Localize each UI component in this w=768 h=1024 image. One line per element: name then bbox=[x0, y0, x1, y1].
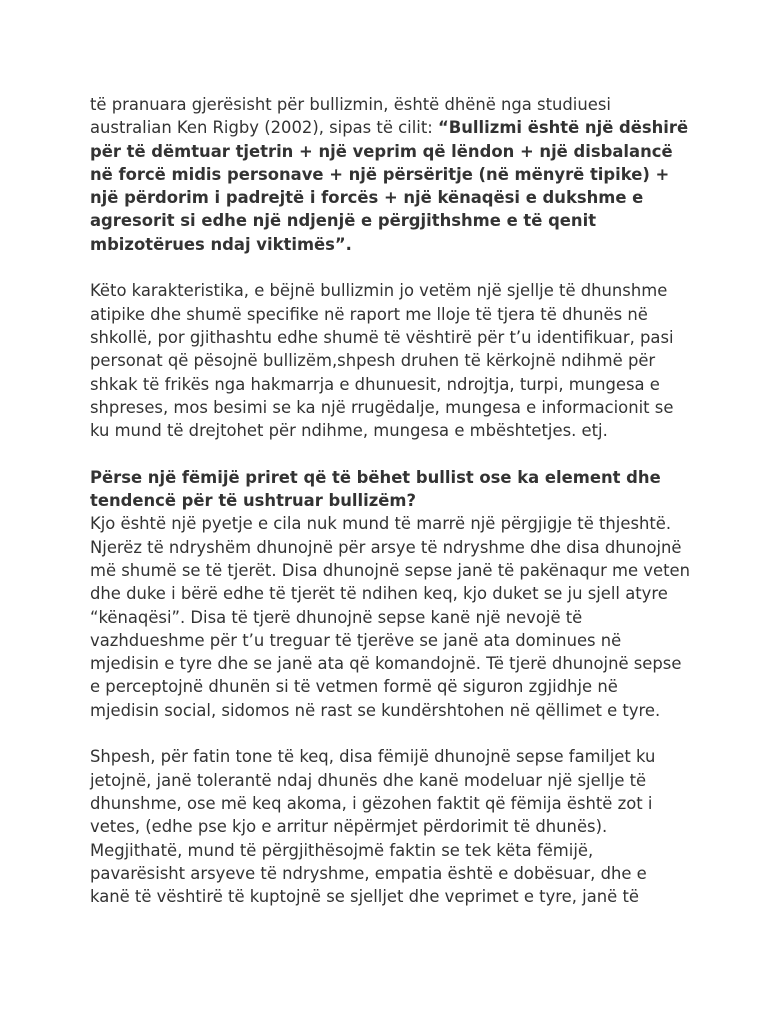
paragraph-families: Shpesh, për fatin tone të keq, disa fëmijë dhunojnë sepse familjet ku jetojnë, janë tolerantë ndaj dhunës dhe kanë modeluar një sjellje të dhunshme, ose më keq akoma, i gëzohen faktit që fëmija është zot i vetes, (edhe pse kjo e arritur nëpërmjet përdorimit të dhunës). Megjithatë, mund të përgjithësojmë faktin se tek këta fëmijë, pavarësisht arsyeve të ndryshme, empatia është e dobësuar, dhe e kanë të vështirë të kuptojnë se sjelljet dhe veprimet e tyre, janë të bbox=[90, 747, 656, 907]
paragraph-reasons: Kjo është një pyetje e cila nuk mund të marrë një përgjigje të thjeshtë. Njerëz të ndryshëm dhunojnë për arsye të ndryshme dhe disa dhunojnë më shumë se të tjerët. Disa dhunojnë sepse janë të pakënaqur me veten dhe duke i bërë edhe të tjerët të ndihen keq, kjo duket se ju sjell atyre “kënaqësi”. Disa të tjerë dhunojnë sepse kanë një nevojë të vazhdueshme për t’u treguar të tjerëve se janë ata dominues në mjedisin e tyre dhe se janë ata që komandojnë. Të tjerë dhunojnë sepse e perceptojnë dhunën si të vetmen formë që siguron zgjidhje në mjedisin social, sidomos në rast se kundërshtohen në qëllimet e tyre. bbox=[90, 514, 690, 720]
document-page bbox=[90, 93, 690, 908]
paragraph-gap bbox=[90, 722, 690, 745]
definition-quote: “Bullizmi është një dëshirë për të dëmtuar tjetrin + një veprim që lëndon + një disbalancë në forcë midis personave + një përsëritje (në mënyrë tipike) + një përdorim i padrejtë i forcës + një kënaqësi e dukshme e agresorit si edhe një ndjenjë e përgjithshme e të qenit mbizotërues ndaj viktimës”. bbox=[90, 118, 689, 254]
definition-intro: të pranuara gjerësisht për bullizmin, është dhënë nga studiuesi australian Ken Rigby (2002), sipas të cilit: bbox=[90, 95, 611, 138]
section-heading: Përse një fëmijë priret që të bëhet bullist ose ka element dhe tendencë për të ushtruar bullizëm? bbox=[90, 467, 661, 511]
paragraph-gap bbox=[90, 256, 690, 279]
paragraph-definition bbox=[90, 93, 690, 256]
paragraph-gap bbox=[90, 442, 690, 465]
paragraph-characteristics: Këto karakteristika, e bëjnë bullizmin jo vetëm një sjellje të dhunshme atipike dhe shumë specifike në raport me lloje të tjera të dhunës në shkollë, por gjithashtu edhe shumë të vështirë për t’u identifikuar, pasi personat që pësojnë bullizëm,shpesh druhen të kërkojnë ndihmë për shkak të frikës nga hakmarrja e dhunuesit, ndrojtja, turpi, mungesa e shpreses, mos besimi se ka një rrugëdalje, mungesa e informacionit se ku mund të drejtohet për ndihme, mungesa e mbështetjes. etj. bbox=[90, 281, 674, 441]
